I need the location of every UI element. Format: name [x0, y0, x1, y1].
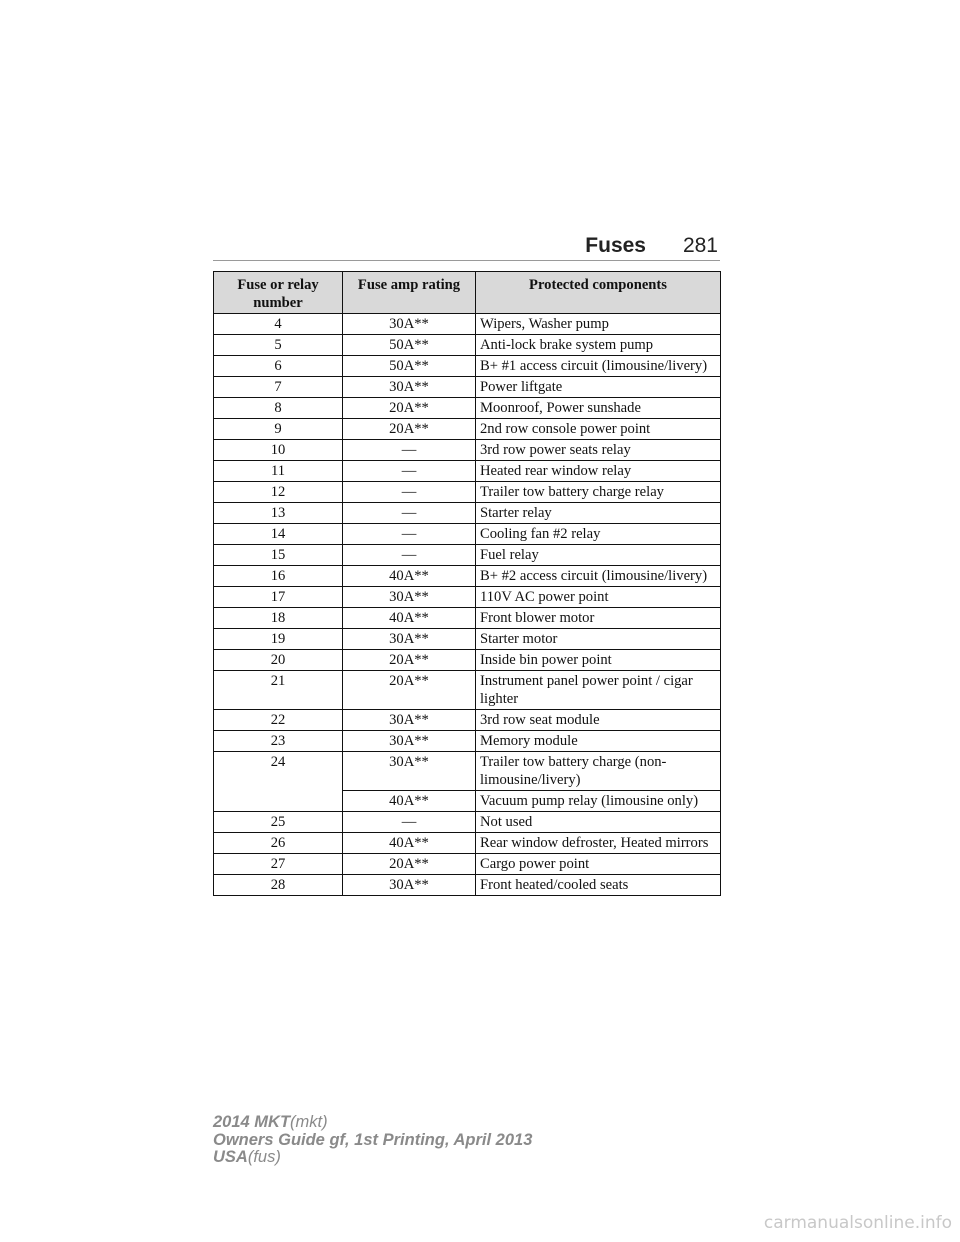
fuse-rating: 40A**	[343, 566, 476, 587]
footer-model-code: (mkt)	[290, 1113, 328, 1131]
fuse-number: 22	[214, 710, 343, 731]
fuse-number: 7	[214, 377, 343, 398]
protected-components: Cooling fan #2 relay	[476, 524, 721, 545]
table-row	[214, 710, 721, 731]
watermark-text: carmanualsonline.info	[763, 1213, 952, 1233]
fuse-number: 21	[214, 671, 343, 710]
fuse-number: 26	[214, 833, 343, 854]
fuse-number: 6	[214, 356, 343, 377]
protected-components: Heated rear window relay	[476, 461, 721, 482]
fuse-rating: —	[343, 482, 476, 503]
fuse-number: 17	[214, 587, 343, 608]
protected-components: Inside bin power point	[476, 650, 721, 671]
fuse-number: 23	[214, 731, 343, 752]
protected-components: Front heated/cooled seats	[476, 875, 721, 896]
fuse-number: 19	[214, 629, 343, 650]
fuse-rating: 30A**	[343, 752, 476, 791]
protected-components: Moonroof, Power sunshade	[476, 398, 721, 419]
protected-components: B+ #1 access circuit (limousine/livery)	[476, 356, 721, 377]
table-row	[214, 608, 721, 629]
protected-components: Rear window defroster, Heated mirrors	[476, 833, 721, 854]
fuse-number: 10	[214, 440, 343, 461]
protected-components: Cargo power point	[476, 854, 721, 875]
fuse-rating: 30A**	[343, 875, 476, 896]
protected-components: 3rd row seat module	[476, 710, 721, 731]
fuse-rating: —	[343, 545, 476, 566]
table-row	[214, 833, 721, 854]
fuse-number: 20	[214, 650, 343, 671]
table-row	[214, 545, 721, 566]
fuse-rating: —	[343, 524, 476, 545]
table-row	[214, 398, 721, 419]
table-row	[214, 335, 721, 356]
table-row	[214, 731, 721, 752]
column-header-rating: Fuse amp rating	[343, 272, 476, 314]
protected-components: Anti-lock brake system pump	[476, 335, 721, 356]
table-row	[214, 629, 721, 650]
protected-components: Wipers, Washer pump	[476, 314, 721, 335]
protected-components: B+ #2 access circuit (limousine/livery)	[476, 566, 721, 587]
fuse-number: 4	[214, 314, 343, 335]
footer-market: USA	[213, 1148, 248, 1166]
fuse-rating: —	[343, 503, 476, 524]
fuse-rating: 20A**	[343, 671, 476, 710]
footer-model: 2014 MKT	[213, 1113, 291, 1131]
fuse-number: 11	[214, 461, 343, 482]
protected-components: 2nd row console power point	[476, 419, 721, 440]
fuse-rating: 20A**	[343, 650, 476, 671]
table-row	[214, 875, 721, 896]
protected-components: Starter relay	[476, 503, 721, 524]
fuse-number: 27	[214, 854, 343, 875]
table-row	[214, 440, 721, 461]
fuse-number: 18	[214, 608, 343, 629]
table-row	[214, 314, 721, 335]
protected-components: Starter motor	[476, 629, 721, 650]
fuse-number: 14	[214, 524, 343, 545]
table-row	[214, 752, 721, 791]
protected-components: Memory module	[476, 731, 721, 752]
fuse-rating: 30A**	[343, 731, 476, 752]
fuse-rating: —	[343, 461, 476, 482]
table-row	[214, 419, 721, 440]
fuse-rating: 40A**	[343, 791, 476, 812]
fuse-rating: —	[343, 440, 476, 461]
table-row	[214, 587, 721, 608]
footer-market-code: (fus)	[247, 1148, 281, 1166]
protected-components: Not used	[476, 812, 721, 833]
protected-components: Trailer tow battery charge (non-limousine/livery)	[476, 752, 721, 791]
fuse-number: 15	[214, 545, 343, 566]
column-header-number: Fuse or relay number	[214, 272, 343, 314]
protected-components: Instrument panel power point / cigar lighter	[476, 671, 721, 710]
fuse-rating: 50A**	[343, 356, 476, 377]
table-row	[214, 356, 721, 377]
fuse-number: 9	[214, 419, 343, 440]
fuse-number: 12	[214, 482, 343, 503]
protected-components: 3rd row power seats relay	[476, 440, 721, 461]
table-row	[214, 650, 721, 671]
footer-printing-line: Owners Guide gf, 1st Printing, April 2013	[213, 1130, 533, 1149]
protected-components: Front blower motor	[476, 608, 721, 629]
fuse-rating: —	[343, 812, 476, 833]
fuse-rating: 20A**	[343, 398, 476, 419]
table-row	[214, 524, 721, 545]
table-row	[214, 854, 721, 875]
page-number: 281	[682, 234, 718, 257]
table-row	[214, 503, 721, 524]
fuse-rating: 40A**	[343, 608, 476, 629]
section-title: Fuses	[585, 234, 646, 257]
protected-components: 110V AC power point	[476, 587, 721, 608]
table-header-row	[214, 272, 721, 314]
table-row	[214, 461, 721, 482]
fuse-rating: 30A**	[343, 587, 476, 608]
fuse-rating: 30A**	[343, 629, 476, 650]
table-row	[214, 671, 721, 710]
fuse-rating: 50A**	[343, 335, 476, 356]
footer-market-line	[213, 1149, 532, 1167]
table-row	[214, 482, 721, 503]
fuse-rating: 30A**	[343, 710, 476, 731]
protected-components: Fuel relay	[476, 545, 721, 566]
fuse-number: 8	[214, 398, 343, 419]
table-row	[214, 566, 721, 587]
footer-model-line	[213, 1114, 532, 1132]
protected-components: Trailer tow battery charge relay	[476, 482, 721, 503]
fuse-number: 28	[214, 875, 343, 896]
fuse-number: 13	[214, 503, 343, 524]
fuse-number: 5	[214, 335, 343, 356]
fuse-rating: 30A**	[343, 377, 476, 398]
table-row	[214, 377, 721, 398]
fuse-table	[213, 271, 721, 896]
fuse-number: 24	[214, 752, 343, 812]
fuse-number: 25	[214, 812, 343, 833]
page-header	[213, 228, 720, 261]
fuse-rating: 20A**	[343, 419, 476, 440]
fuse-number: 16	[214, 566, 343, 587]
protected-components: Power liftgate	[476, 377, 721, 398]
column-header-components: Protected components	[476, 272, 721, 314]
table-row	[214, 812, 721, 833]
page-footer	[213, 1114, 532, 1167]
protected-components: Vacuum pump relay (limousine only)	[476, 791, 721, 812]
fuse-rating: 40A**	[343, 833, 476, 854]
fuse-rating: 20A**	[343, 854, 476, 875]
fuse-rating: 30A**	[343, 314, 476, 335]
